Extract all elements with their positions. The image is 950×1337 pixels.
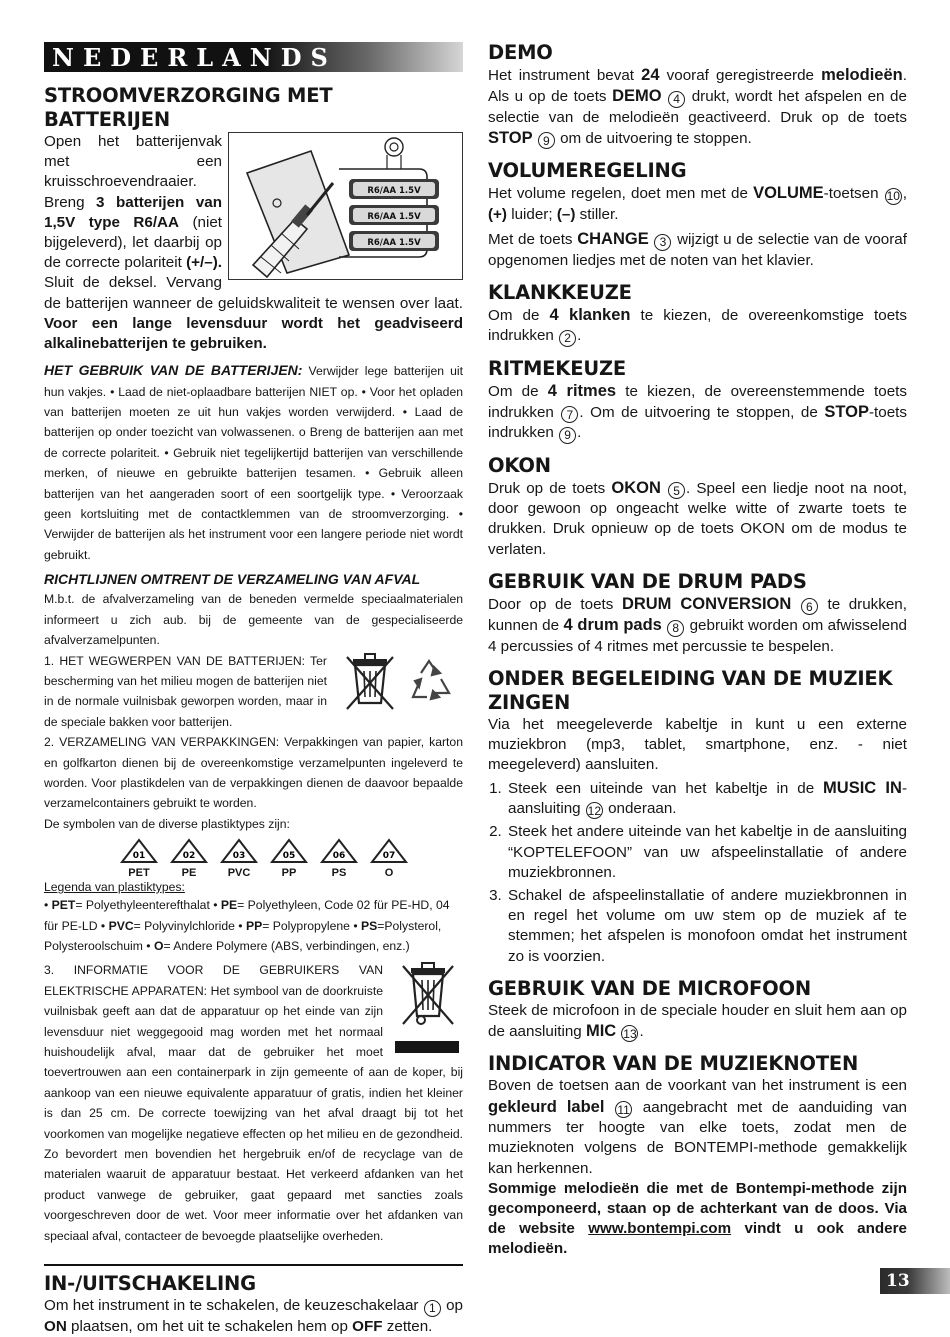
battery-compartment-illustration xyxy=(228,132,463,280)
microphone-heading: GEBRUIK VAN DE MICROFOON xyxy=(488,976,812,1000)
callout-3: 3 xyxy=(654,234,671,251)
demo-heading: DEMO xyxy=(488,41,553,64)
rhythm-select-text: Om de 4 ritmes te kiezen, de overeenstemmende toets indrukken 7 . Om de uitvoering te stoppen, de STOP-toets indrukken 9 . xyxy=(488,381,907,443)
battery-usage-heading: HET GEBRUIK VAN DE BATTERIJEN: xyxy=(44,362,303,379)
note-indicator-heading: INDICATOR VAN DE MUZIEKNOTEN xyxy=(488,1052,859,1076)
language-banner xyxy=(44,42,463,72)
battery-usage-text: Verwijder lege batterijen uit hun vakjes. • Laad de niet-oplaadbare batterijen NIET op. • Voor het opladen van batterijen moeten ze uit hun vakjes worden verwijderd. • Laad de batterijen op onder toezicht van volwassenen. o Breng de batterijen aan met de correcte polariteit. • Gebruik niet tegelijkertijd batterijen van verschillende merken, of nieuwe en gebruikte batterijen tesamen. • Gebruik alleen batterijen van het aangeraden soort of een soortgelijk type. • Veroorzaak geen kortsluiting met de contactklemmen van de stroomverzorging. • Verwijder de batterijen als het instrument voor een langere periode niet wordt gebruikt. xyxy=(44,364,463,562)
sound-select-heading: KLANKKEUZE xyxy=(488,280,632,304)
callout-13: 13 xyxy=(623,1026,637,1041)
drum-pads-heading: GEBRUIK VAN DE DRUM PADS xyxy=(488,569,807,593)
recycle-triangle-icon xyxy=(269,838,309,864)
legend-heading: Legenda van plastiktypes: xyxy=(44,880,185,895)
volume-heading: VOLUMEREGELING xyxy=(488,159,687,183)
crossed-wheelie-bin-icon xyxy=(391,962,463,1030)
waste-batteries-paragraph: 1. HET WEGWERPEN VAN DE BATTERIJEN: Ter bescherming van het milieu mogen de batterijen niet in de normale vuilnisbak geworpen worden, maar in de speciale bakken voor batterijen. xyxy=(44,651,463,733)
callout-10: 10 xyxy=(886,189,900,204)
demo-text: Het instrument bevat 24 vooraf geregistreerde melodieën. Als u op de toets DEMO 4 drukt, wordt het afspelen en de selectie van de melodieën geactiveerd. Druk op de toets STOP 9 om de uitvoering te stoppen. xyxy=(488,66,907,148)
section-divider xyxy=(44,1264,463,1266)
svg-text:02: 02 xyxy=(182,851,196,862)
sound-select-text: Om de 4 klanken te kiezen, de overeenkomstige toets indrukken 2 . xyxy=(488,305,907,346)
callout-8: 8 xyxy=(667,620,684,637)
svg-text:06: 06 xyxy=(332,851,346,862)
battery-diagram xyxy=(229,133,462,279)
waste-packaging-paragraph: 2. VERZAMELING VAN VERPAKKINGEN: Verpakkingen van papier, karton en golfkarton dienen bij de overeenkomstige verzamelpunten ingeleverd te worden. Voor plastikdelen van de verpakkingen dienen de daavoor bepaalde verzamelcontainers gebruikt te worden. xyxy=(44,735,463,811)
weee-paragraph: 3. INFORMATIE VOOR DE GEBRUIKERS VAN ELEKTRISCHE APPARATEN: Het symbool van de doorkruiste vuilnisbak geeft aan dat de apparatuur op het einde van zijn levensduur niet weggegooid mag worden met het normaal huishoudelijk afval, maar dat de gebruiker het moet toevertrouwen aan een containerpark in zijn gemeente of aan de koper, bij aankoop van een nieuwe equivalente apparatuur of gratis, indien het kleiner is dan 25 cm. De correcte toewijzing van het afval draagt bij tot het voorkomen van mogelijke negatieve effecten op het milieu en de gezondheid. Zo bevordert men bovendien het hergebruik en/of de recyclage van de materialen waaruit de apparatuur bestaat. Het verkeerd afdanken van het product vanwege de gebruiker, gaat gepaard met sancties zoals voorgeschreven door de wet. Voor meer informatie over het afdanken van speciaal afval, contacteer de bevoegde plaatselijke overheden. xyxy=(44,963,463,1243)
plastic-legend: • PET= Polyethyleenterefthalat • PE= Polyethyleen, Code 02 für PE-HD, 04 für PE-LD • PVC= Polyvinylchloride • PP= Polypropylene • PS=Polysterol, Polysteroolschuim • O= Andere Polymere (ABS, verbindingen, enz.) xyxy=(44,898,450,953)
left-column xyxy=(44,38,463,1337)
recycle-triangle-icon xyxy=(119,838,159,864)
battery-usage-paragraph xyxy=(44,360,463,565)
plastic-symbols-row xyxy=(116,838,463,879)
callout-9b: 9 xyxy=(559,427,576,444)
sing-along-steps xyxy=(488,778,907,967)
waste-intro: M.b.t. de afvalverzameling van de beneden vermelde speciaalmaterialen informeert u zich aub. bij de gemeente van de gespecialiseerde afvalverzamelpunten. xyxy=(44,592,463,648)
weee-bar xyxy=(395,1041,459,1053)
drum-pads-text: Door op de toets DRUM CONVERSION 6 te drukken, kunnen de 4 drum pads 8 gebruikt worden om afwisselend 4 percussies of 4 ritmes met percussie te bespelen. xyxy=(488,594,907,655)
bontempi-note: Sommige melodieën die met de Bontempi-methode zijn gecomponeerd, staan op de achterkant van de doos. Via de website www.bontempi.com vindt u ook andere melodieën. xyxy=(488,1179,907,1258)
note-indicator-text: Boven de toetsen aan de voorkant van het instrument is een gekleurd label 11 aangebracht met de aanduiding van nummers ter hoogte van elke toets, zodat men de muzieknoten volgens de BONTEMPI-methode gemakkelijk kan herkennen. xyxy=(488,1077,907,1177)
callout-9: 9 xyxy=(538,132,555,149)
recycle-triangle-icon xyxy=(319,838,359,864)
plastic-symbol: 07 O xyxy=(366,838,412,879)
svg-text:01: 01 xyxy=(132,851,146,862)
plastic-symbol: 02 PE xyxy=(166,838,212,879)
callout-5: 5 xyxy=(668,482,685,499)
recycle-triangle-icon xyxy=(219,838,259,864)
microphone-text: Steek de microfoon in de speciale houder en sluit hem aan op de aansluiting MIC 13 . xyxy=(488,1001,907,1041)
svg-text:07: 07 xyxy=(382,851,396,862)
okon-text: Druk op de toets OKON 5 . Speel een liedje noot na noot, door gewoon op ongeacht welke witte of zwarte toets te drukken. Druk opnieuw op de toets OKON om de modus te verlaten. xyxy=(488,478,907,558)
plastic-symbol: 01 PET xyxy=(116,838,162,879)
waste-heading: RICHTLIJNEN OMTRENT DE VERZAMELING VAN AFVAL xyxy=(44,571,421,588)
recycle-triangle-icon xyxy=(369,838,409,864)
on-off-text: Om het instrument in te schakelen, de keuzeschakelaar 1 op ON plaatsen, om het uit te schakelen hem op OFF zetten. xyxy=(44,1297,463,1335)
plastic-symbol: 03 PVC xyxy=(216,838,262,879)
sing-along-intro: Via het meegeleverde kabeltje in kunt u een externe muziekbron (mp3, tablet, smartphone, enz. - niet meegeleverd) aansluiten. xyxy=(488,716,907,774)
plastic-symbol: 05 PP xyxy=(266,838,312,879)
bontempi-website-link[interactable]: www.bontempi.com xyxy=(588,1220,732,1238)
page-number: 13 xyxy=(886,1271,910,1291)
battery-label-1: R6/AA 1.5V xyxy=(367,186,421,196)
sing-along-heading: ONDER BEGELEIDING VAN DE MUZIEK ZINGEN xyxy=(488,667,893,715)
callout-4: 4 xyxy=(668,91,685,108)
batteries-intro: R6/AA 1.5V R6/AA 1.5V R6/AA 1.5V Open het batterijenvak met een kruisschroevendraaier. Breng 3 batterijen van 1,5V type R6/AA (niet bijgeleverd), let daarbij op de correcte polariteit (+/–). Sluit de deksel. Vervang de batterijen wanneer de geluidskwaliteit te wensen over laat. Voor een lange levensduur wordt het geadviseerd alkalinebatterijen te gebruiken. xyxy=(44,133,463,353)
battery-label-3: R6/AA 1.5V xyxy=(367,238,421,248)
battery-label-2: R6/AA 1.5V xyxy=(367,212,421,222)
recycle-icon xyxy=(413,661,449,699)
sing-step-3: 3. Schakel de afspeelinstallatie of andere muziekbronnen in en regel het volume om uw stem op de muziek af te stemmen; het afspelen is monofoon omdat het instrument zo is voorzien. xyxy=(506,886,907,967)
callout-7: 7 xyxy=(561,406,578,423)
callout-11: 11 xyxy=(615,1101,632,1118)
page-number-tab xyxy=(880,1268,950,1294)
callout-12: 12 xyxy=(587,803,602,818)
plastic-symbol: 06 PS xyxy=(316,838,362,879)
sing-step-1: 1. Steek een uiteinde van het kabeltje in de MUSIC IN-aansluiting 12 onderaan. xyxy=(506,778,907,820)
plastic-symbols-intro: De symbolen van de diverse plastiktypes zijn: xyxy=(44,816,290,831)
callout-6: 6 xyxy=(801,598,818,615)
volume-text: Het volume regelen, doet men met de VOLUME-toetsen 10 , (+) luider; (–) stiller. xyxy=(488,184,907,223)
callout-2: 2 xyxy=(559,330,576,347)
crossed-bin-icon xyxy=(347,654,393,709)
svg-text:05: 05 xyxy=(282,851,296,862)
batteries-heading: STROOMVERZORGING MET BATTERIJEN xyxy=(44,84,333,131)
svg-text:03: 03 xyxy=(232,851,246,862)
crossed-bin-and-recycle-icons xyxy=(335,651,463,721)
recycle-triangle-icon xyxy=(169,838,209,864)
change-text: Met de toets CHANGE 3 wijzigt u de selectie van de vooraf opgenomen liedjes met de noten van het klavier. xyxy=(488,230,907,269)
weee-symbol xyxy=(391,962,463,1052)
sing-step-2: 2. Steek het andere uiteinde van het kabeltje in de aansluiting “KOPTELEFOON” van uw afspeelinstallatie of andere muziekbronnen. xyxy=(506,822,907,883)
rhythm-select-heading: RITMEKEUZE xyxy=(488,356,627,380)
on-off-heading: IN-/UITSCHAKELING xyxy=(44,1272,256,1296)
right-column xyxy=(488,38,907,1260)
language-title: NEDERLANDS xyxy=(52,42,337,72)
callout-1: 1 xyxy=(424,1300,441,1317)
okon-heading: OKON xyxy=(488,453,551,477)
